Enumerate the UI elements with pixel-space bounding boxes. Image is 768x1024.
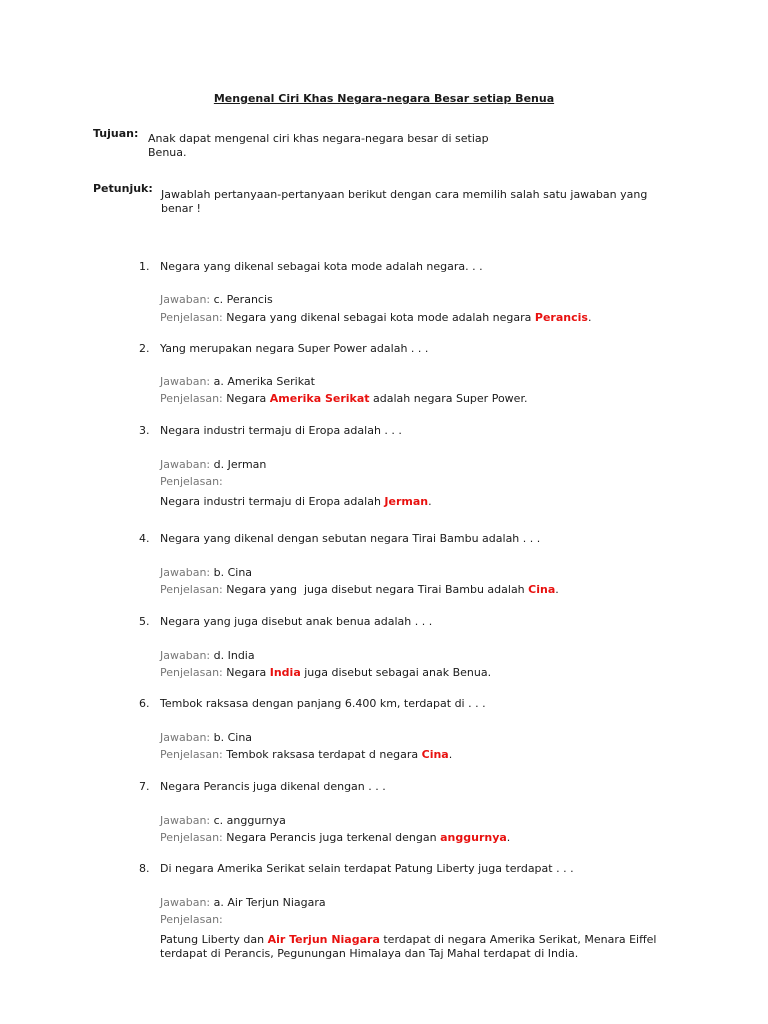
answer-value: d. Jerman [213, 458, 267, 471]
explanation-highlight: Jerman [384, 495, 429, 508]
question-text: Negara yang dikenal dengan sebutan negara Tirai Bambu adalah . . . [160, 532, 541, 545]
explanation-tail: . [448, 748, 453, 761]
tujuan-line-2: Benua. [148, 146, 187, 159]
explanation-label: Penjelasan: [160, 392, 223, 405]
question-text: Negara industri termaju di Eropa adalah . . . [160, 424, 402, 437]
explanation-label: Penjelasan: [160, 311, 223, 324]
explanation-line [160, 666, 491, 679]
question-text: Negara yang juga disebut anak benua adalah . . . [160, 615, 433, 628]
explanation-tail: . [555, 583, 559, 596]
question-text: Tembok raksasa dengan panjang 6.400 km, terdapat di . . . [160, 697, 486, 710]
question-number: 3. [139, 424, 150, 437]
tujuan-text [148, 132, 489, 160]
explanation-text: Negara [226, 392, 270, 405]
answer-value: a. Air Terjun Niagara [213, 896, 326, 909]
answer-label: Jawaban: [160, 896, 211, 909]
tujuan-label: Tujuan: [93, 127, 139, 140]
answer-line [160, 375, 315, 388]
explanation-text: Negara industri termaju di Eropa adalah [160, 495, 385, 508]
explanation-tail: . [506, 831, 511, 844]
explanation-tail: juga disebut sebagai anak Benua. [300, 666, 492, 679]
answer-line [160, 731, 252, 744]
question-number: 1. [139, 260, 150, 273]
answer-line [160, 566, 252, 579]
tujuan-line-1: Anak dapat mengenal ciri khas negara-negara besar di setiap [148, 132, 489, 145]
question-number: 4. [139, 532, 150, 545]
explanation-text: Negara [226, 666, 270, 679]
explanation-line [160, 392, 527, 405]
explanation-label: Penjelasan: [160, 475, 223, 488]
explanation-tail: . [428, 495, 432, 508]
answer-label: Jawaban: [160, 649, 211, 662]
petunjuk-line-1: Jawablah pertanyaan-pertanyaan berikut dengan cara memilih salah satu jawaban yang [161, 188, 648, 201]
page-title: Mengenal Ciri Khas Negara-negara Besar setiap Benua [213, 92, 555, 105]
explanation-text: Patung Liberty dan [160, 933, 268, 946]
answer-label: Jawaban: [160, 375, 211, 388]
explanation-highlight: India [269, 666, 301, 679]
explanation-line-2: terdapat di Perancis, Pegunungan Himalaya dan Taj Mahal terdapat di India. [160, 947, 579, 960]
explanation-line [160, 831, 510, 844]
explanation-tail: adalah negara Super Power. [369, 392, 528, 405]
petunjuk-text [161, 188, 647, 216]
answer-value: c. Perancis [213, 293, 273, 306]
explanation-highlight: anggurnya [440, 831, 507, 844]
question-number: 6. [139, 697, 150, 710]
answer-label: Jawaban: [160, 566, 211, 579]
question-text: Negara yang dikenal sebagai kota mode adalah negara. . . [160, 260, 483, 273]
explanation-label: Penjelasan: [160, 831, 223, 844]
question-text: Yang merupakan negara Super Power adalah . . . [160, 342, 429, 355]
petunjuk-label: Petunjuk: [93, 182, 153, 195]
explanation-line [160, 583, 559, 596]
question-number: 5. [139, 615, 150, 628]
answer-line [160, 814, 286, 827]
explanation-text: Negara Perancis juga terkenal dengan [226, 831, 441, 844]
explanation-label: Penjelasan: [160, 913, 223, 926]
answer-value: c. anggurnya [213, 814, 286, 827]
answer-value: b. Cina [213, 731, 253, 744]
explanation-label: Penjelasan: [160, 583, 223, 596]
question-text: Di negara Amerika Serikat selain terdapat Patung Liberty juga terdapat . . . [160, 862, 574, 875]
answer-line [160, 649, 255, 662]
petunjuk-line-2: benar ! [161, 202, 201, 215]
explanation-highlight: Cina [421, 748, 449, 761]
explanation-line [160, 311, 591, 324]
explanation-tail: terdapat di negara Amerika Serikat, Menara Eiffel [379, 933, 657, 946]
explanation-label: Penjelasan: [160, 666, 223, 679]
answer-value: b. Cina [213, 566, 253, 579]
question-number: 7. [139, 780, 150, 793]
explanation-tail: . [587, 311, 592, 324]
answer-line [160, 293, 273, 306]
explanation-line [160, 933, 680, 947]
answer-label: Jawaban: [160, 814, 211, 827]
explanation-highlight: Amerika Serikat [269, 392, 370, 405]
explanation-paragraph [160, 933, 680, 961]
answer-value: d. India [213, 649, 255, 662]
answer-value: a. Amerika Serikat [213, 375, 315, 388]
explanation-line [160, 748, 452, 761]
answer-label: Jawaban: [160, 293, 211, 306]
answer-label: Jawaban: [160, 731, 211, 744]
question-number: 2. [139, 342, 150, 355]
explanation-text: Negara yang juga disebut negara Tirai Bambu adalah [226, 583, 529, 596]
question-text: Negara Perancis juga dikenal dengan . . . [160, 780, 386, 793]
question-number: 8. [139, 862, 150, 875]
explanation-highlight: Air Terjun Niagara [267, 933, 380, 946]
explanation-line [160, 495, 432, 508]
explanation-text: Tembok raksasa terdapat d negara [226, 748, 422, 761]
explanation-text: Negara yang dikenal sebagai kota mode adalah negara [226, 311, 535, 324]
explanation-highlight: Cina [528, 583, 556, 596]
explanation-highlight: Perancis [534, 311, 588, 324]
explanation-label: Penjelasan: [160, 748, 223, 761]
answer-line [160, 458, 266, 471]
answer-line [160, 896, 326, 909]
answer-label: Jawaban: [160, 458, 211, 471]
